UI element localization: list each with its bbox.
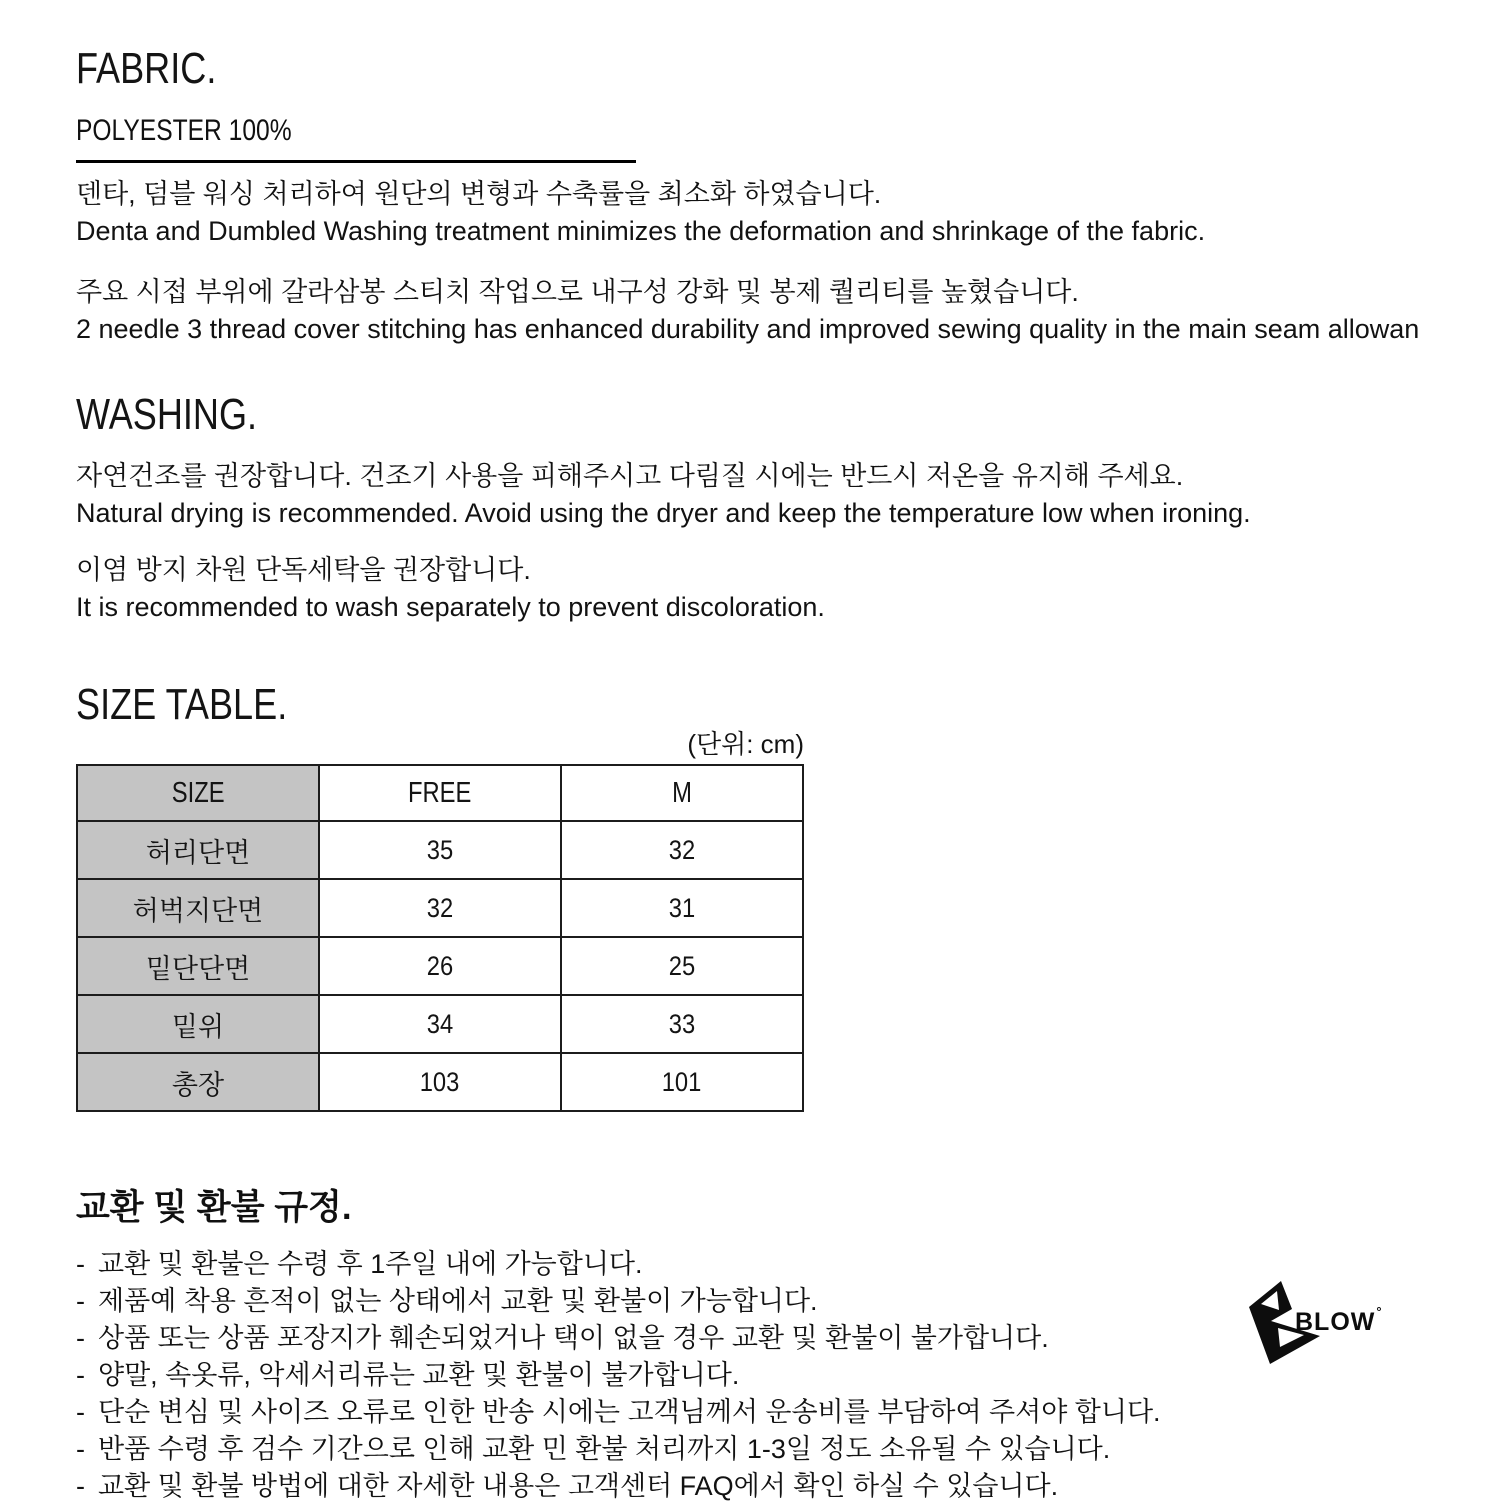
refund-heading: 교환 및 환불 규정. — [76, 1188, 352, 1227]
bullet-dash: - — [76, 1323, 85, 1353]
size-column-header: SIZE — [77, 765, 319, 821]
fabric-paragraph-2 — [76, 274, 1419, 348]
blow-wordmark — [1295, 1304, 1383, 1337]
value-cell: 25 — [561, 937, 803, 995]
bullet-dash: - — [76, 1434, 85, 1464]
value-cell: 32 — [561, 821, 803, 879]
washing-heading-text: WASHING. — [76, 390, 258, 439]
fabric-heading-text: FABRIC. — [76, 44, 217, 93]
fabric-composition-text: POLYESTER 100% — [76, 114, 292, 147]
bullet-dash: - — [76, 1471, 85, 1501]
refund-item — [76, 1394, 1161, 1431]
size-table-row-waist — [77, 821, 803, 879]
value-cell: 31 — [561, 879, 803, 937]
refund-item — [76, 1468, 1161, 1505]
size-table-row-rise — [77, 995, 803, 1053]
refund-item — [76, 1320, 1161, 1357]
fabric-heading — [76, 44, 247, 94]
bullet-dash: - — [76, 1360, 85, 1390]
bullet-dash: - — [76, 1286, 85, 1316]
size-table-header-row — [77, 765, 803, 821]
fabric-paragraph-2-ko: 주요 시접 부위에 갈라삼봉 스티치 작업으로 내구성 강화 및 봉제 퀄리티를 높혔습니다. — [76, 277, 1079, 307]
washing-paragraph-1-en: Natural drying is recommended. Avoid using the dryer and keep the temperature low when ironing. — [76, 498, 1251, 528]
value-cell: 34 — [319, 995, 561, 1053]
row-label-cell: 밑단단면 — [77, 937, 319, 995]
size-table — [76, 764, 804, 1112]
size-table-row-hem — [77, 937, 803, 995]
fabric-composition — [76, 114, 636, 163]
refund-item-text: 반품 수령 후 검수 기간으로 인해 교환 민 환불 처리까지 1-3일 정도 소유될 수 있습니다. — [98, 1434, 1111, 1464]
bullet-dash: - — [76, 1397, 85, 1427]
size-table-heading-text: SIZE TABLE. — [76, 680, 288, 729]
size-table-heading — [76, 680, 334, 730]
refund-item-text: 교환 및 환불 방법에 대한 자세한 내용은 고객센터 FAQ에서 확인 하실 수 있습니다. — [98, 1471, 1059, 1501]
row-label-cell: 허리단면 — [77, 821, 319, 879]
refund-list — [76, 1246, 1161, 1505]
washing-heading — [76, 390, 297, 440]
m-column-header: M — [561, 765, 803, 821]
fabric-paragraph-1-ko: 덴타, 덤블 워싱 처리하여 원단의 변형과 수축률을 최소화 하였습니다. — [76, 179, 882, 209]
value-cell: 35 — [319, 821, 561, 879]
row-label-cell: 허벅지단면 — [77, 879, 319, 937]
fabric-paragraph-2-en: 2 needle 3 thread cover stitching has enhanced durability and improved sewing quality in the main seam allowan — [76, 314, 1420, 344]
row-label-cell: 밑위 — [77, 995, 319, 1053]
bullet-dash: - — [76, 1249, 85, 1279]
washing-paragraph-2 — [76, 552, 825, 626]
value-cell: 101 — [561, 1053, 803, 1111]
refund-item-text: 교환 및 환불은 수령 후 1주일 내에 가능합니다. — [98, 1249, 643, 1279]
value-cell: 32 — [319, 879, 561, 937]
fabric-paragraph-1-en: Denta and Dumbled Washing treatment minimizes the deformation and shrinkage of the fabric. — [76, 216, 1206, 246]
refund-item — [76, 1246, 1161, 1283]
washing-paragraph-2-en: It is recommended to wash separately to prevent discoloration. — [76, 592, 825, 622]
refund-item — [76, 1431, 1161, 1468]
blow-wordmark-text: BLOW — [1295, 1308, 1376, 1336]
washing-paragraph-1-ko: 자연건조를 권장합니다. 건조기 사용을 피해주시고 다림질 시에는 반드시 저온을 유지해 주세요. — [76, 461, 1184, 491]
size-table-row-thigh — [77, 879, 803, 937]
size-table-row-length — [77, 1053, 803, 1111]
refund-item — [76, 1283, 1161, 1320]
value-cell: 103 — [319, 1053, 561, 1111]
row-label-cell: 총장 — [77, 1053, 319, 1111]
refund-item-text: 제품예 착용 흔적이 없는 상태에서 교환 및 환불이 가능합니다. — [98, 1286, 818, 1316]
washing-paragraph-2-ko: 이염 방지 차원 단독세탁을 권장합니다. — [76, 555, 531, 585]
size-table-unit-label: (단위: cm) — [687, 729, 804, 759]
value-cell: 26 — [319, 937, 561, 995]
refund-item-text: 상품 또는 상품 포장지가 훼손되었거나 택이 없을 경우 교환 및 환불이 불가합니다. — [98, 1323, 1049, 1353]
free-column-header: FREE — [319, 765, 561, 821]
refund-item — [76, 1357, 1161, 1394]
brand-logo — [1246, 1280, 1446, 1380]
fabric-paragraph-1 — [76, 176, 1205, 250]
registered-mark: ° — [1376, 1304, 1383, 1319]
refund-item-text: 단순 변심 및 사이즈 오류로 인한 반송 시에는 고객님께서 운송비를 부담하여 주셔야 합니다. — [98, 1397, 1161, 1427]
value-cell: 33 — [561, 995, 803, 1053]
refund-item-text: 양말, 속옷류, 악세서리류는 교환 및 환불이 불가합니다. — [98, 1360, 740, 1390]
washing-paragraph-1 — [76, 458, 1251, 532]
